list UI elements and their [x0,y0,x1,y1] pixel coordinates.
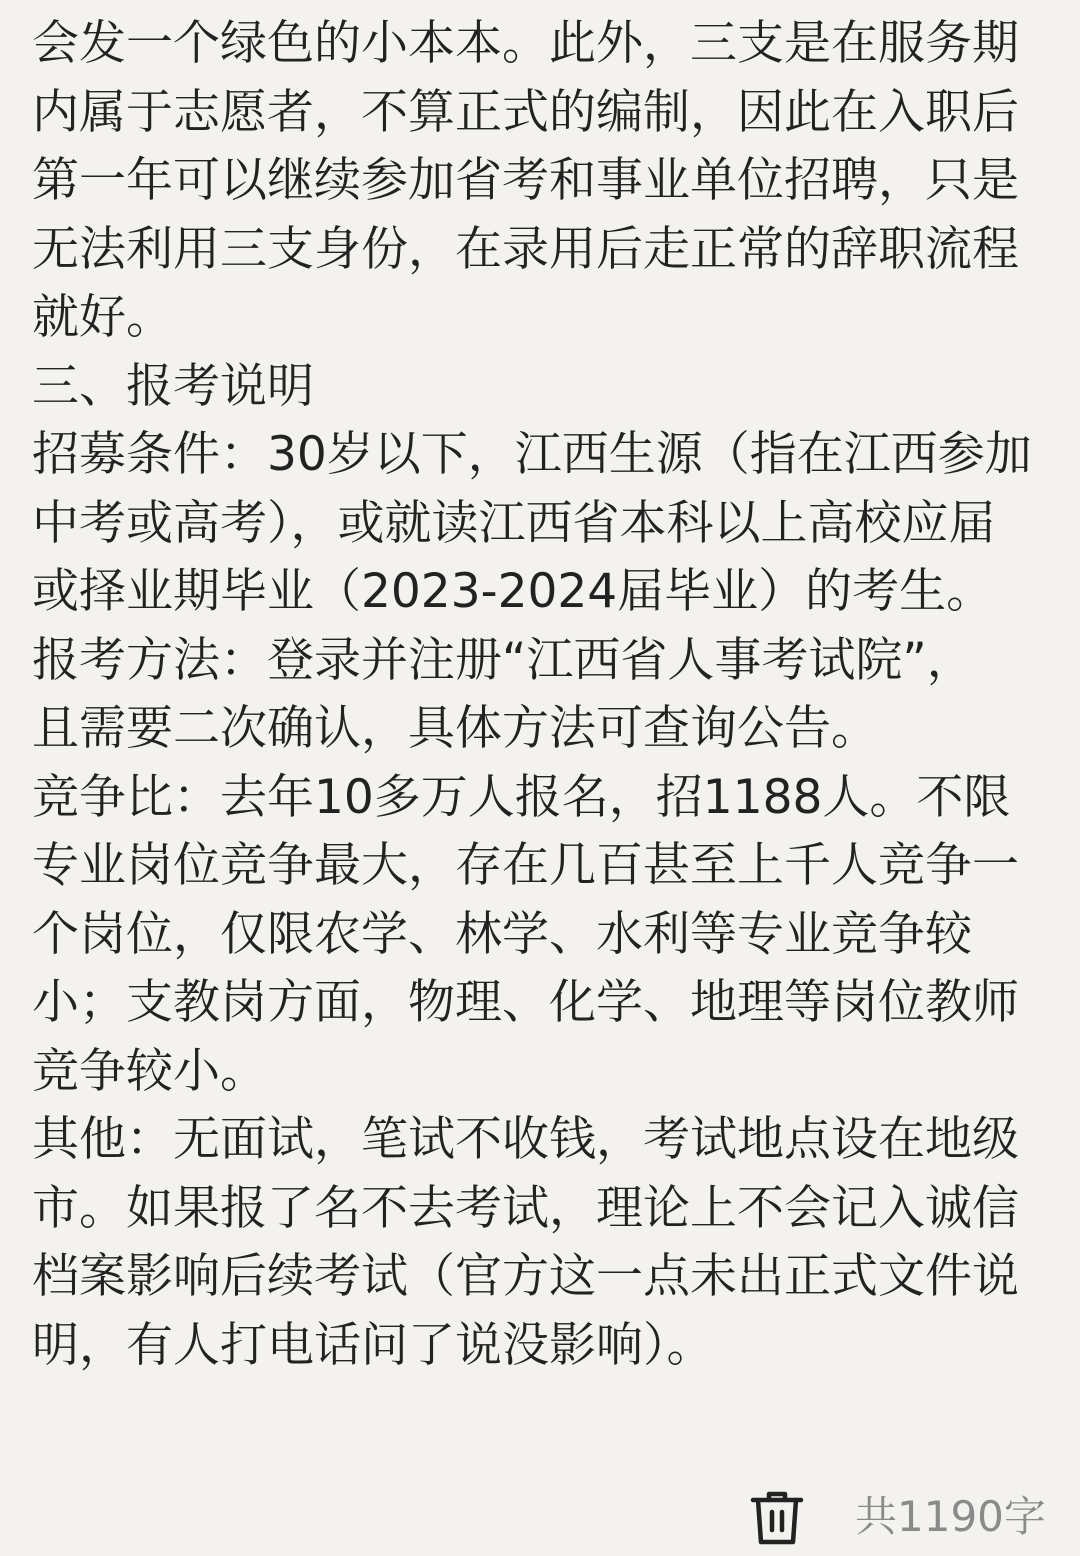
word-count: 共1190字 [855,1492,1046,1541]
note-line: 其他：无面试，笔试不收钱，考试地点设在地级 [32,1112,1019,1167]
section-heading: 三、报考说明 [32,358,314,414]
note-line: 小；支教岗方面，物理、化学、地理等岗位教师 [32,975,1019,1030]
note-line: 无法利用三支身份，在录用后走正常的辞职流程 [32,221,1019,277]
note-line: 个岗位，仅限农学、林学、水利等专业竞争较 [32,906,972,962]
note-line: 市。如果报了名不去考试，理论上不会记入诚信 [32,1180,1019,1236]
note-line: 或择业期毕业（2023-2024届毕业）的考生。 [32,564,994,619]
note-line: 且需要二次确认，具体方法可查询公告。 [32,701,878,756]
note-line: 明，有人打电话问了说没影响）。 [32,1317,714,1373]
note-line: 竞争较小。 [32,1043,267,1099]
note-line: 内属于志愿者，不算正式的编制，因此在入职后 [32,84,1019,140]
note-line: 就好。 [32,290,173,345]
trash-icon [745,1486,809,1550]
note-line: 竞争比：去年10多万人报名，招1188人。不限 [32,769,1011,825]
note-body[interactable] [32,10,1048,1380]
note-line: 专业岗位竞争最大，存在几百甚至上千人竞争一 [32,838,1019,893]
note-line: 中考或高考），或就读江西省本科以上高校应届 [32,495,996,551]
note-line: 档案影响后续考试（官方这一点未出正式文件说 [32,1249,1019,1304]
note-line: 第一年可以继续参加省考和事业单位招聘，只是 [32,153,1019,208]
delete-button[interactable] [745,1486,809,1550]
note-line: 招募条件：30岁以下，江西生源（指在江西参加 [32,427,1032,482]
note-line: 报考方法：登录并注册“江西省人事考试院”， [32,632,974,688]
note-line: 会发一个绿色的小本本。此外，三支是在服务期 [32,16,1019,71]
bottom-bar [0,1470,1080,1556]
